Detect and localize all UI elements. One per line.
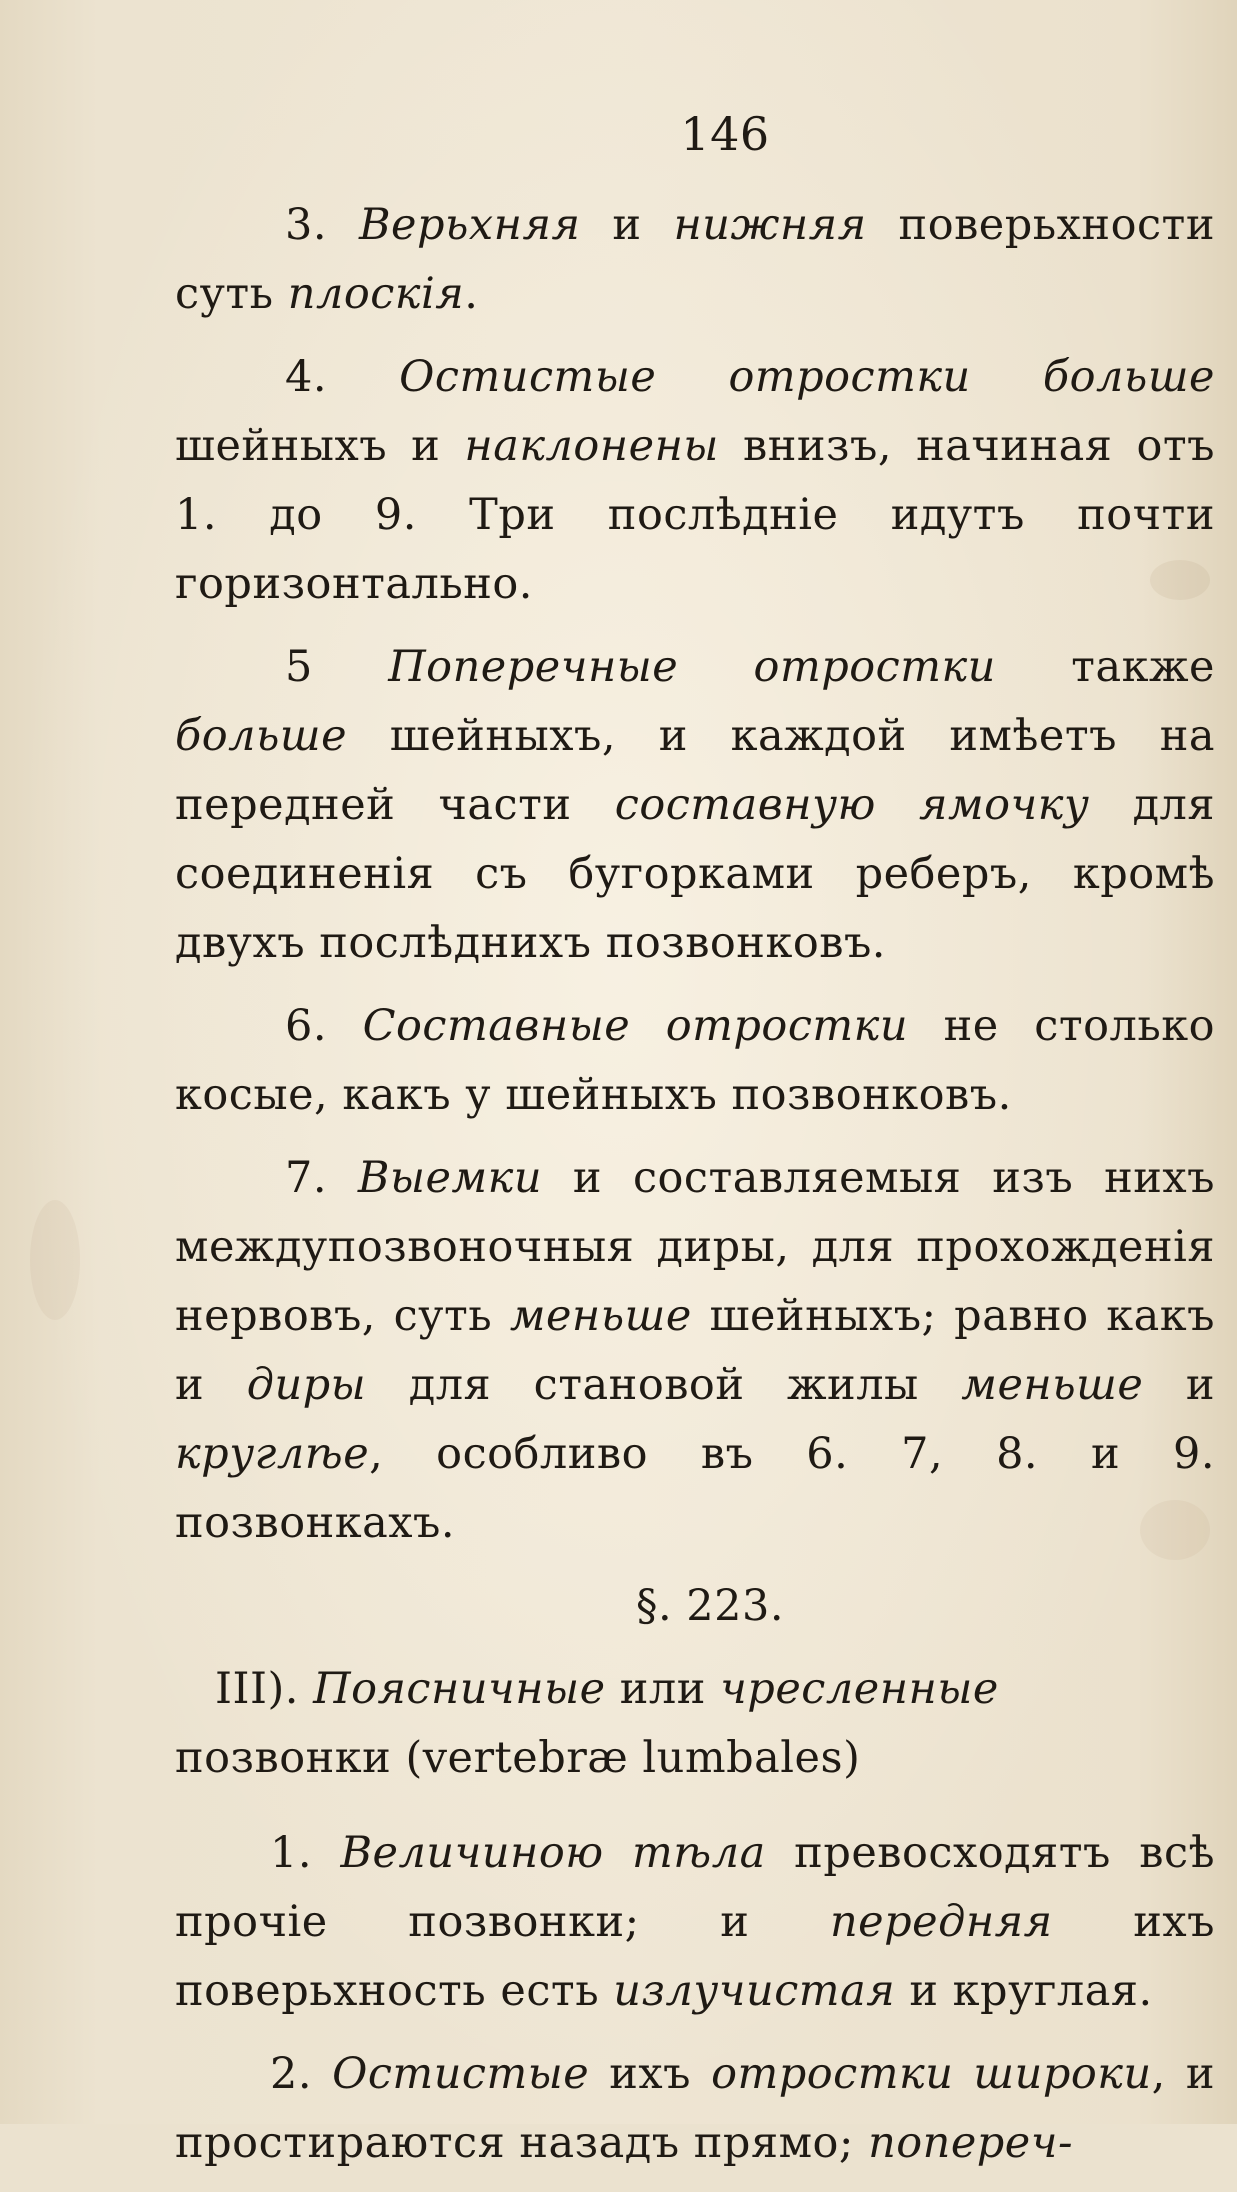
italic-term: Верьхняя <box>358 200 581 250</box>
text-run: также <box>995 642 1215 692</box>
text-run: ихъ поверьхность есть <box>175 1897 1216 2016</box>
italic-term: составную ямочку <box>614 780 1090 830</box>
italic-term: Составные отростки <box>362 1001 909 1051</box>
item-number: 6. <box>285 1001 328 1051</box>
text-run: для становой жилы <box>366 1360 962 1410</box>
italic-term: меньше <box>509 1291 692 1341</box>
italic-term: плоскія <box>287 269 465 319</box>
item-number: 7. <box>285 1153 328 1203</box>
text-run: для соединенія съ бугорками реберъ, кромѣ двухъ послѣднихъ позвонковъ. <box>175 780 1215 968</box>
text-run: или <box>605 1664 721 1714</box>
text-run: позвонки (vertebræ lumbales) <box>175 1733 861 1783</box>
italic-term: Выемки <box>357 1153 543 1203</box>
item-number: 2. <box>270 2049 313 2099</box>
text-run: и круглая. <box>895 1966 1153 2016</box>
text-run: и <box>580 200 674 250</box>
italic-term: Величиною тѣла <box>340 1828 766 1878</box>
paragraph-item <box>175 992 1215 1130</box>
numbered-items-continued <box>175 1819 1215 2178</box>
text-run: и составляемыя изъ нихъ междупозвоночныя диры, для прохожденія нервовъ, суть <box>175 1153 1215 1341</box>
paragraph-item <box>175 1819 1215 2026</box>
italic-term: передняя <box>829 1897 1053 1947</box>
numbered-items <box>175 191 1215 1558</box>
paragraph-item <box>175 633 1215 978</box>
text-run: шейныхъ; равно какъ и <box>175 1291 1215 1410</box>
item-number: 3. <box>285 200 328 250</box>
item-number: 5 <box>285 642 313 692</box>
italic-term: Поясничные <box>313 1664 606 1714</box>
text-run: шейныхъ и <box>175 421 465 471</box>
text-run: ихъ <box>589 2049 712 2099</box>
paragraph-item <box>175 191 1215 329</box>
text-run: , особливо въ 6. 7, 8. и 9. позвонкахъ. <box>175 1429 1215 1548</box>
italic-term: отростки широки <box>711 2049 1152 2099</box>
italic-term: Остистые <box>332 2049 590 2099</box>
paragraph-item <box>175 343 1215 619</box>
page-number: 146 <box>680 107 770 161</box>
italic-term: Остистые отростки <box>399 352 971 402</box>
section-mark: §. 223. <box>635 1581 785 1631</box>
italic-term: Поперечные отростки <box>388 642 996 692</box>
text-run: внизъ, начиная отъ 1. до 9. Три послѣдніе идутъ почти горизонтально. <box>175 421 1215 609</box>
italic-term: круглѣе <box>175 1429 370 1479</box>
italic-term: больше <box>175 711 348 761</box>
italic-term: нижняя <box>673 200 867 250</box>
item-number: 4. <box>285 352 328 402</box>
text-run: шейныхъ, и каждой имѣетъ на передней части <box>175 711 1215 830</box>
paragraph-item <box>175 2040 1215 2178</box>
italic-term: излучистая <box>613 1966 896 2016</box>
page-content <box>175 100 1215 2192</box>
paragraph-item <box>175 1144 1215 1558</box>
italic-term: попереч- <box>868 2118 1074 2168</box>
text-run: , и простираются назадъ прямо; <box>175 2049 1216 2168</box>
text-run: не столько косые, какъ у шейныхъ позвонковъ. <box>175 1001 1216 1120</box>
text-run: поверьхности суть <box>175 200 1216 319</box>
text-run <box>971 352 1043 402</box>
text-run: и <box>1143 1360 1215 1410</box>
italic-term: меньше <box>961 1360 1144 1410</box>
paper-stain <box>30 1200 80 1320</box>
italic-term: диры <box>246 1360 367 1410</box>
italic-term: больше <box>1042 352 1215 402</box>
text-run: . <box>464 269 479 319</box>
section-heading <box>175 1655 1215 1793</box>
item-number: 1. <box>270 1828 313 1878</box>
italic-term: чресленные <box>720 1664 999 1714</box>
italic-term: наклонены <box>464 421 719 471</box>
item-number: III). <box>215 1664 299 1714</box>
text-run: превосходятъ всѣ прочіе позвонки; и <box>175 1828 1215 1947</box>
